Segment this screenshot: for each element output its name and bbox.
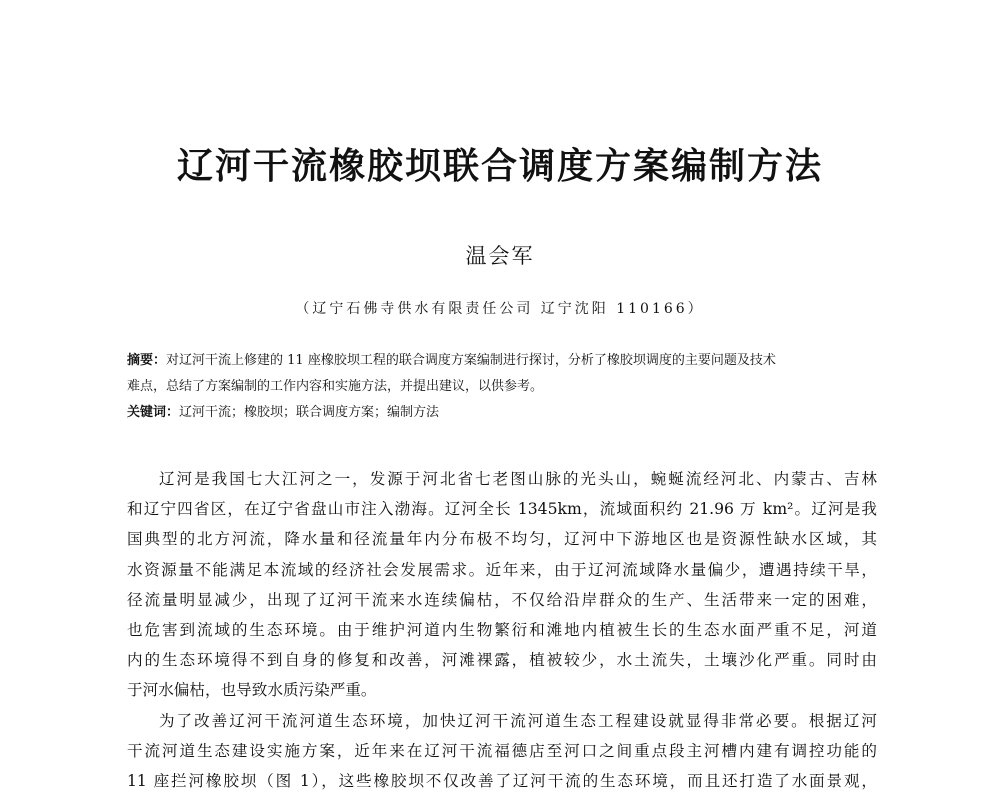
keywords-line bbox=[127, 403, 887, 429]
body-line: 于河水偏枯，也导致水质污染严重。 bbox=[127, 681, 377, 700]
body-line: 11 座拦河橡胶坝（图 1），这些橡胶坝不仅改善了辽河干流的生态环境，而且还打造了水面景观， bbox=[127, 771, 877, 790]
body-line: 辽河是我国七大江河之一，发源于河北省七老图山脉的光头山，蜿蜒流经河北、内蒙古、吉林 bbox=[159, 470, 877, 488]
author-affiliation: （辽宁石佛寺供水有限责任公司 辽宁沈阳 110166） bbox=[295, 301, 705, 317]
body-line: 径流量明显减少，出现了辽河干流来水连续偏枯，不仅给沿岸群众的生产、生活带来一定的困难， bbox=[127, 590, 877, 609]
body-line: 也危害到流域的生态环境。由于维护河道内生物繁衍和滩地内植被生长的生态水面严重不足，河道 bbox=[127, 620, 877, 639]
body-line: 水资源量不能满足本流域的经济社会发展需求。近年来，由于辽河流域降水量偏少，遭遇持续干旱， bbox=[127, 560, 877, 579]
abstract-line bbox=[127, 351, 887, 377]
keywords-label: 关键词： bbox=[127, 405, 180, 420]
body-line: 内的生态环境得不到自身的修复和改善，河滩裸露，植被较少，水土流失，土壤沙化严重。同时由 bbox=[127, 651, 877, 670]
body-line: 为了改善辽河干流河道生态环境，加快辽河干流河道生态工程建设就显得非常必要。根据辽河 bbox=[159, 711, 877, 730]
body-line: 和辽宁四省区，在辽宁省盘山市注入渤海。辽河全长 1345km，流域面积约 21.96 万 km²。辽河是我 bbox=[127, 500, 877, 519]
author-name: 温会军 bbox=[465, 244, 535, 268]
abstract-label: 摘要： bbox=[127, 353, 167, 368]
body-line: 干流河道生态建设实施方案，近年来在辽河干流福德店至河口之间重点段主河槽内建有调控功能的 bbox=[127, 741, 877, 760]
keywords-text: 辽河干流；橡胶坝；联合调度方案；编制方法 bbox=[179, 405, 440, 420]
abstract-text: 难点，总结了方案编制的工作内容和实施方法，并提出建议，以供参考。 bbox=[127, 379, 544, 394]
paper-title: 辽河干流橡胶坝联合调度方案编制方法 bbox=[176, 146, 823, 187]
paragraph-2 bbox=[127, 708, 877, 799]
abstract-line bbox=[127, 377, 887, 403]
abstract-text: 对辽河干流上修建的 11 座橡胶坝工程的联合调度方案编制进行探讨，分析了橡胶坝调度的主要问题及技术 bbox=[166, 353, 776, 368]
body-text bbox=[127, 466, 877, 798]
abstract-section bbox=[127, 351, 887, 429]
paragraph-1 bbox=[127, 466, 877, 708]
body-line: 国典型的北方河流，降水量和径流量年内分布极不均匀，辽河中下游地区也是资源性缺水区域，其 bbox=[127, 530, 877, 549]
